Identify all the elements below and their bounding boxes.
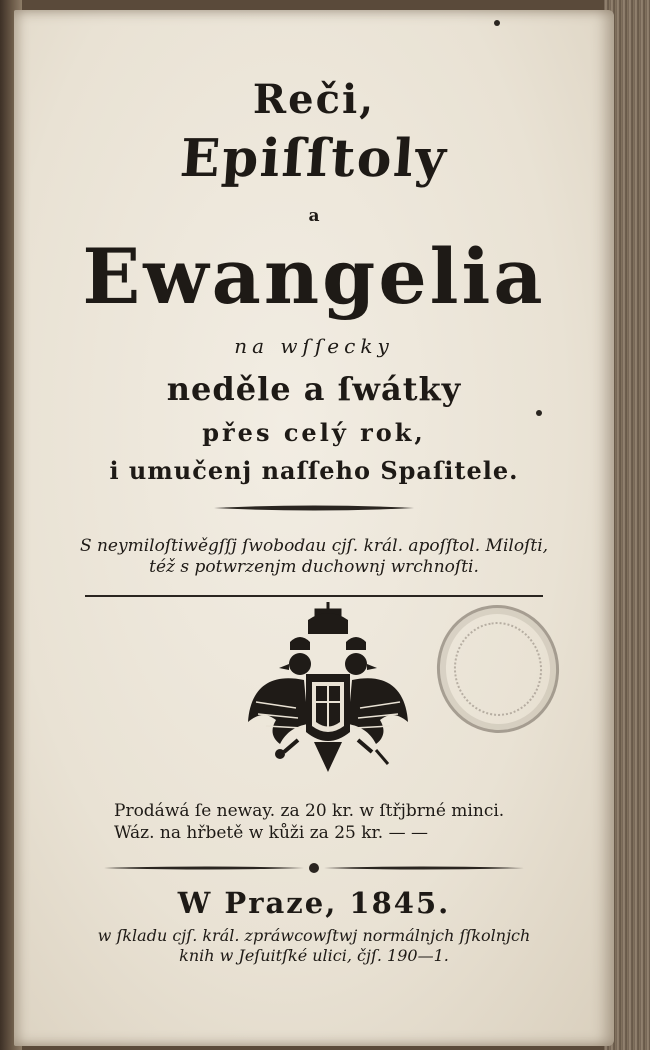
price-line-1: Prodáwá ſe neway. za 20 kr. w ſtřjbrné minci. [114,801,505,821]
title-line-a: a [308,206,320,226]
privilege-line-2: též s potwrzenjm duchownj wrchnoſti. [149,557,479,577]
imprint-line-2: knih w Jeſuitſké ulici, čjſ. 190—1. [179,946,449,965]
divider-rule [85,595,543,597]
ink-speck [494,20,500,26]
subtitle-pres-cely-rok: přes celý rok, [202,418,426,447]
price-notice [114,800,534,844]
title-line-evangelia: Ewangelia [82,232,546,321]
privilege-notice [14,536,614,578]
privilege-line-1: S neymiloſtiwěgſſj ſwobodau cjſ. král. apoſſtol. Miloſti, [79,536,549,556]
subtitle-na-wsecky: na wſſecky [234,334,394,358]
library-stamp [429,597,568,741]
imprint-line-1: w ſkladu cjſ. král. zpráwcowſtwj normálnjch ſſkolnjch [97,926,531,945]
imprint-details [14,926,614,966]
title-line-reci: Reči, [252,76,376,123]
title-page [14,10,614,1046]
ornamental-rule-top [214,503,414,513]
double-headed-eagle-emblem [246,602,410,780]
price-line-2: Wáz. na hřbetě w kůži za 25 kr. — — [114,823,429,843]
imprint-place-year: W Praze, 1845. [177,886,451,920]
ornamental-rule-bottom [104,862,524,874]
subtitle-nedele: neděle a ſwátky [166,370,462,408]
subtitle-umucenj: i umučenj naſſeho Spaſitele. [109,456,519,485]
title-line-epistoly: Epiſſtoly [178,128,450,189]
ink-speck [536,410,542,416]
